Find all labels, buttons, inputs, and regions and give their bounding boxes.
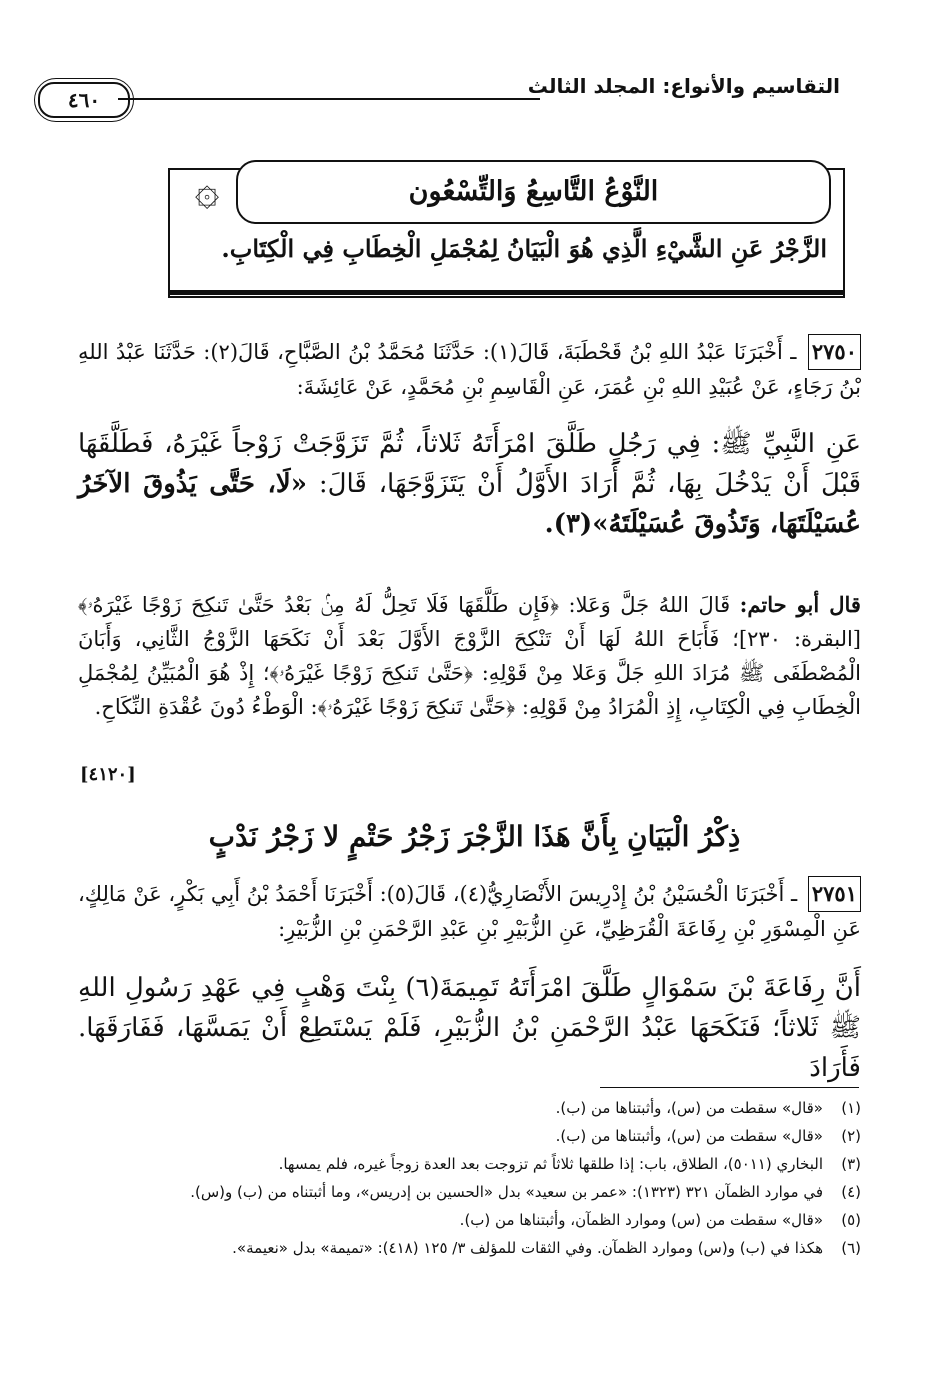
hadith-matn [78, 424, 861, 544]
section-rule [168, 290, 845, 295]
footnote: (٣) البخاري (٥٠١١)، الطلاق، باب: إذا طلقها ثلاثاً ثم تزوجت بعد العدة زوجاً غيره، فلم يمسها. [278, 1155, 861, 1173]
matn2-text: أَنَّ رِفَاعَةَ بْنَ سَمْوَالٍ طَلَّقَ امْرَأَتَهُ تَمِيمَةَ(٦) بِنْتَ وَهْبٍ فِي عَهْدِ رَسُولِ اللهِ ﷺ ثَلاثاً؛ فَنَكَحَهَا عَبْدُ الرَّحْمَنِ بْنُ الزُّبَيْرِ، فَلَمْ يَسْتَطِعْ أَنْ يَمَسَّهَا، فَفَارَقَهَا. فَأَرَادَ [78, 973, 861, 1083]
footnote: (٦) هكذا في (ب) و(س) وموارد الظمآن. وفي الثقات للمؤلف ٣/ ١٢٥ (٤١٨): «تميمة» بدل «نعيمة». [232, 1239, 861, 1257]
section-subtitle: الزَّجْرُ عَنِ الشَّيْءِ الَّذِي هُوَ الْبَيَانُ لِمُجْمَلِ الْخِطَابِ فِي الْكِتَابِ. [221, 234, 827, 263]
matn-text: عَنِ النَّبِيِّ ﷺ: فِي رَجُلٍ طَلَّقَ امْرَأَتَهُ ثَلاثاً، ثُمَّ تَزَوَّجَتْ زَوْجاً غَيْرَهُ، فَطَلَّقَهَا قَبْلَ أَنْ يَدْخُلَ بِهَا، ثُمَّ أَرَادَ الأَوَّلُ أَنْ يَتَزَوَّجَهَا، قَالَ: [78, 429, 861, 499]
isnad2-text: ـ أَخْبَرَنَا الْحُسَيْنُ بْنُ إِدْرِيسَ الأَنْصَارِيُّ(٤)، قَالَ(٥): أَخْبَرَنَا أَحْمَدُ بْنُ أَبِي بَكْرٍ، عَنْ مَالِكٍ، عَنِ الْمِسْوَرِ بْنِ رِفَاعَةَ الْقُرَظِيِّ، عَنِ الزُّبَيْرِ بْنِ عَبْدِ الرَّحْمَنِ بْنِ الزُّبَيْرِ: [78, 882, 861, 941]
isnad-text: ـ أَخْبَرَنَا عَبْدُ اللهِ بْنُ قَحْطَبَةَ، قَالَ(١): حَدَّثَنَا مُحَمَّدُ بْنُ الصَّبَّاحِ، قَالَ(٢): حَدَّثَنَا عَبْدُ اللهِ بْنُ رَجَاءٍ، عَنْ عُبَيْدِ اللهِ بْنِ عُمَرَ، عَنِ الْقَاسِمِ بْنِ مُحَمَّدٍ، عَنْ عَائِشَةَ: [78, 340, 861, 399]
header-rule [118, 98, 540, 100]
commentary [78, 588, 861, 724]
commentary-text: قَالَ اللهُ جَلَّ وَعَلا: ﴿فَإِن طَلَّقَهَا فَلَا تَحِلُّ لَهُ مِنۢ بَعْدُ حَتَّىٰ تَنكِحَ زَوْجًا غَيْرَهُۥ﴾ [البقرة: ٢٣٠]؛ فَأَبَاحَ اللهُ لَهَا أَنْ تَنْكِحَ الزَّوْجَ الأَوَّلَ بَعْدَ أَنْ نَكَحَهَا الزَّوْجُ الثَّانِي، وَأَبَانَ الْمُصْطَفَى ﷺ مُرَادَ اللهِ جَلَّ وَعَلا مِنْ قَوْلِهِ: ﴿حَتَّىٰ تَنكِحَ زَوْجًا غَيْرَهُۥ﴾؛ إِذْ هُوَ الْمُبَيِّنُ لِمُجْمَلِ الْخِطَابِ فِي الْكِتَابِ، إِذِ الْمُرَادُ مِنْ قَوْلِهِ: ﴿حَتَّىٰ تَنكِحَ زَوْجًا غَيْرَهُۥ﴾: الْوَطْءُ دُونَ عُقْدَةِ النِّكَاحِ. [78, 593, 861, 719]
reference-number: [٤١٢٠] [80, 764, 136, 785]
footnote: (٥) «قال» سقطت من (س) وموارد الظمآن، وأثبتناها من (ب). [459, 1211, 861, 1229]
chapter-title: ذِكْرُ الْبَيَانِ بِأَنَّ هَذَا الزَّجْرَ زَجْرُ حَتْمٍ لا زَجْرُ نَدْبٍ [208, 820, 741, 853]
page-number: ٤٦٠ [38, 82, 130, 118]
page-header [28, 70, 840, 118]
ornament-icon: ۞ [194, 165, 220, 214]
hadith-number: ٢٧٥٠ [808, 334, 861, 370]
running-title: التقاسيم والأنواع: المجلد الثالث [527, 74, 840, 98]
hadith2-matn [78, 968, 861, 1088]
footnote-rule [600, 1087, 859, 1088]
section-title: النَّوْعُ التَّاسِعُ وَالتِّسْعُون [236, 160, 831, 224]
hadith2-number: ٢٧٥١ [808, 876, 861, 912]
footnote: (٢) «قال» سقطت من (س)، وأثبتناها من (ب). [555, 1127, 861, 1145]
footnote: (٤) في موارد الظمآن ٣٢١ (١٣٢٣): «عمر بن سعيد» بدل «الحسين بن إدريس»، وما أثبتناه من (ب) و(س). [190, 1183, 861, 1201]
footnotes [78, 1094, 861, 1262]
matn-bold-text: «لَا، حَتَّى يَذُوقَ الآخَرُ عُسَيْلَتَهَا، وَتَذُوقَ عُسَيْلَتَهُ»(٣). [78, 469, 861, 539]
footnote: (١) «قال» سقطت من (س)، وأثبتناها من (ب). [555, 1099, 861, 1117]
hadith-isnad [78, 334, 861, 404]
commentary-lead: قال أبو حاتم: [739, 592, 861, 617]
hadith2-isnad [78, 876, 861, 946]
